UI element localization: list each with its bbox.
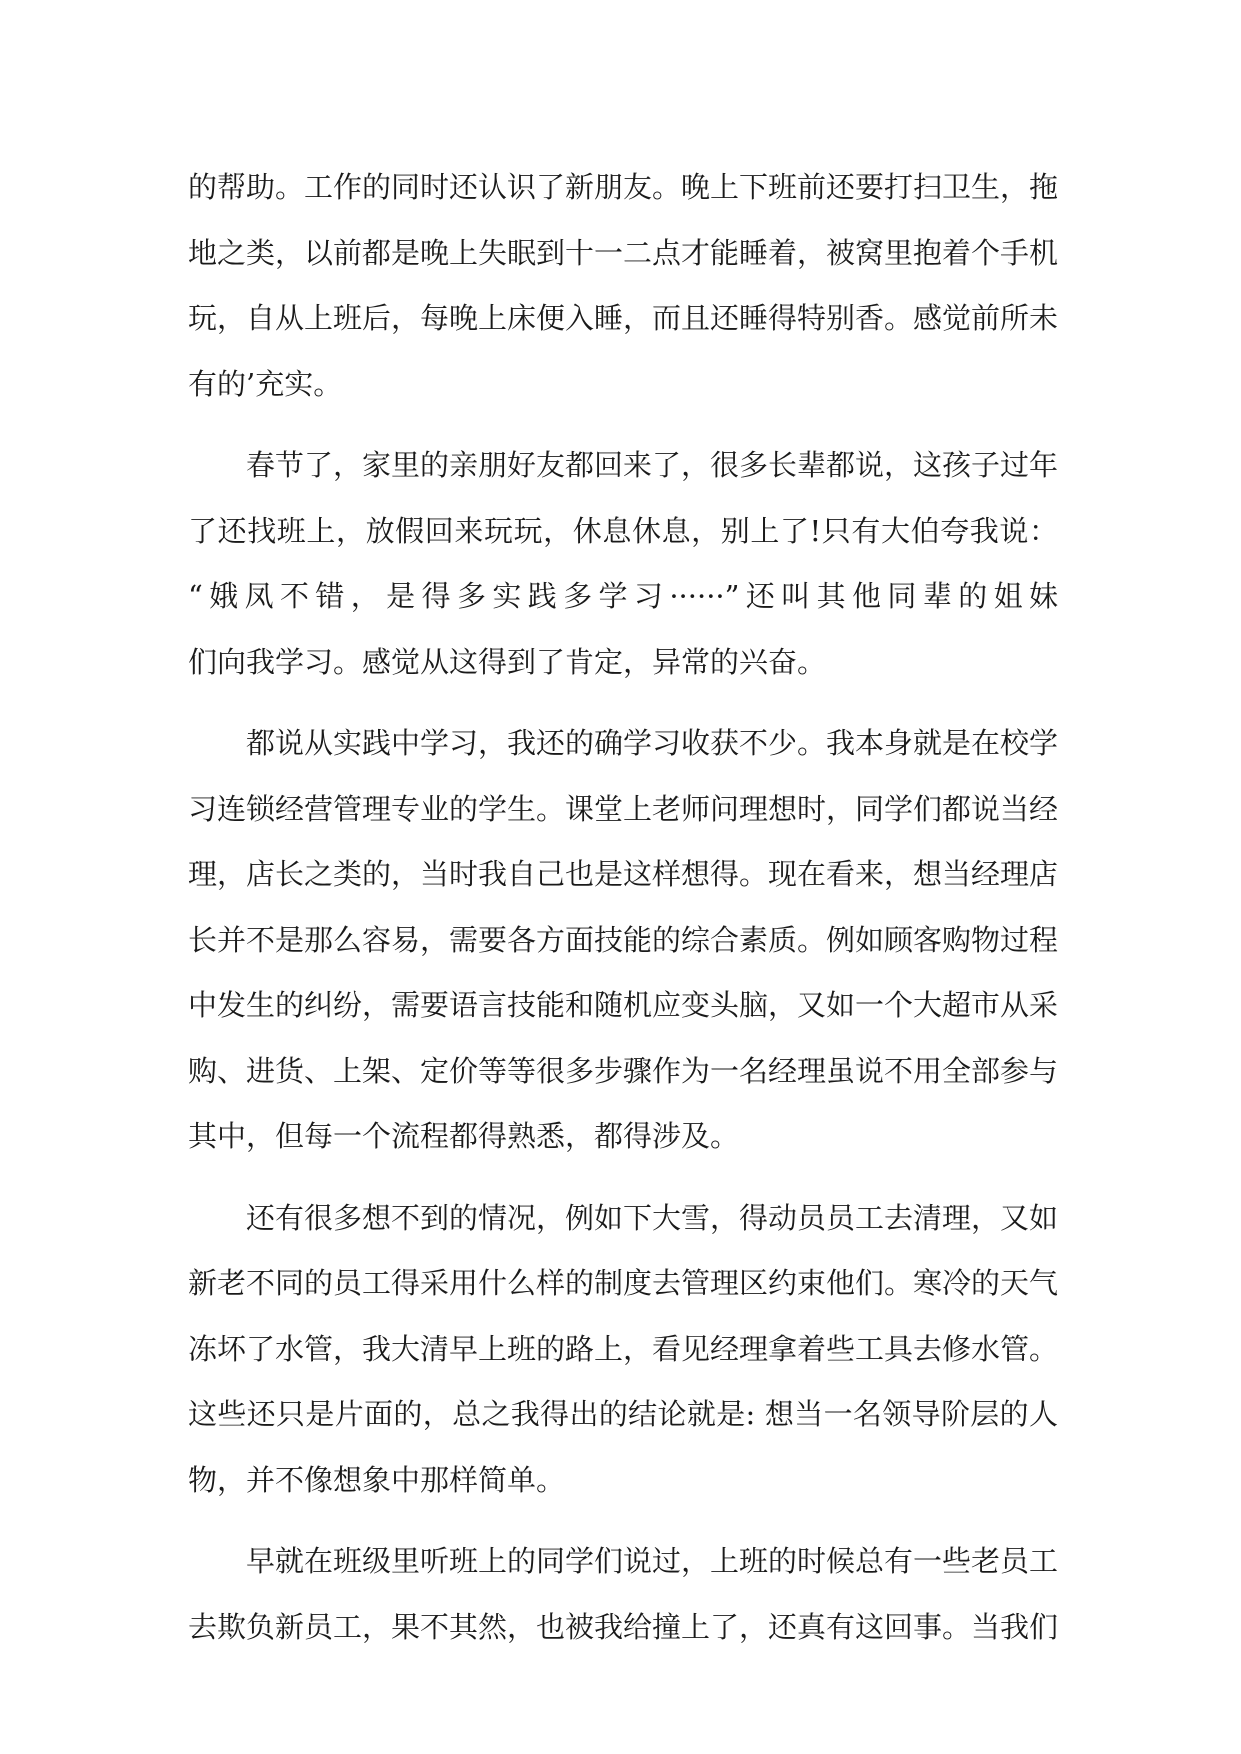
- text-line: 其中，但每一个流程都得熟悉，都得涉及。: [188, 1119, 740, 1153]
- text-line: 长并不是那么容易，需要各方面技能的综合素质。例如顾客购物过程: [188, 922, 1059, 957]
- paragraph-1: [188, 155, 1058, 417]
- text-line: “娥凤不错，是得多实践多学习······”还叫其他同辈的姐妹: [188, 579, 1058, 613]
- text-line: 还有很多想不到的情况，例如下大雪，得动员员工去清理，又如: [246, 1200, 1059, 1235]
- text-line: 玩，自从上班后，每晚上床便入睡，而且还睡得特别香。感觉前所未: [188, 301, 1059, 335]
- text-line: 购、进货、上架、定价等等很多步骤作为一名经理虽说不用全部参与: [188, 1053, 1059, 1088]
- text-line: 都说从实践中学习，我还的确学习收获不少。我本身就是在校学: [246, 726, 1059, 760]
- text-line: 习连锁经营管理专业的学生。课堂上老师问理想时，同学们都说当经: [188, 791, 1059, 826]
- text-line: 中发生的纠纷，需要语言技能和随机应变头脑，又如一个大超市从采: [188, 988, 1059, 1022]
- text-line: 冻坏了水管，我大清早上班的路上，看见经理拿着些工具去修水管。: [188, 1331, 1059, 1366]
- text-line: 们向我学习。感觉从这得到了肯定，异常的兴奋。: [188, 644, 827, 679]
- document-body: [188, 155, 1058, 1660]
- paragraph-3: [188, 711, 1058, 1170]
- text-line: 的帮助。工作的同时还认识了新朋友。晚上下班前还要打扫卫生，拖: [188, 170, 1059, 204]
- text-line: 物，并不像想象中那样简单。: [188, 1462, 566, 1497]
- text-line: 有的’充实。: [188, 366, 343, 401]
- paragraph-5: [188, 1529, 1058, 1660]
- paragraph-4: [188, 1186, 1058, 1514]
- text-line: 了还找班上，放假回来玩玩，休息休息，别上了!只有大伯夸我说：: [188, 513, 1058, 548]
- paragraph-2: [188, 433, 1058, 695]
- text-line: 春节了，家里的亲朋好友都回来了，很多长辈都说，这孩子过年: [246, 448, 1059, 482]
- text-line: 这些还只是片面的，总之我得出的结论就是: 想当一名领导阶层的人: [188, 1397, 1058, 1431]
- text-line: 理，店长之类的，当时我自己也是这样想得。现在看来，想当经理店: [188, 857, 1059, 891]
- text-line: 早就在班级里听班上的同学们说过，上班的时候总有一些老员工: [246, 1544, 1059, 1578]
- text-line: 去欺负新员工，果不其然，也被我给撞上了，还真有这回事。当我们: [188, 1609, 1059, 1644]
- text-line: 新老不同的员工得采用什么样的制度去管理区约束他们。寒冷的天气: [188, 1266, 1059, 1300]
- text-line: 地之类，以前都是晚上失眠到十一二点才能睡着，被窝里抱着个手机: [188, 235, 1059, 270]
